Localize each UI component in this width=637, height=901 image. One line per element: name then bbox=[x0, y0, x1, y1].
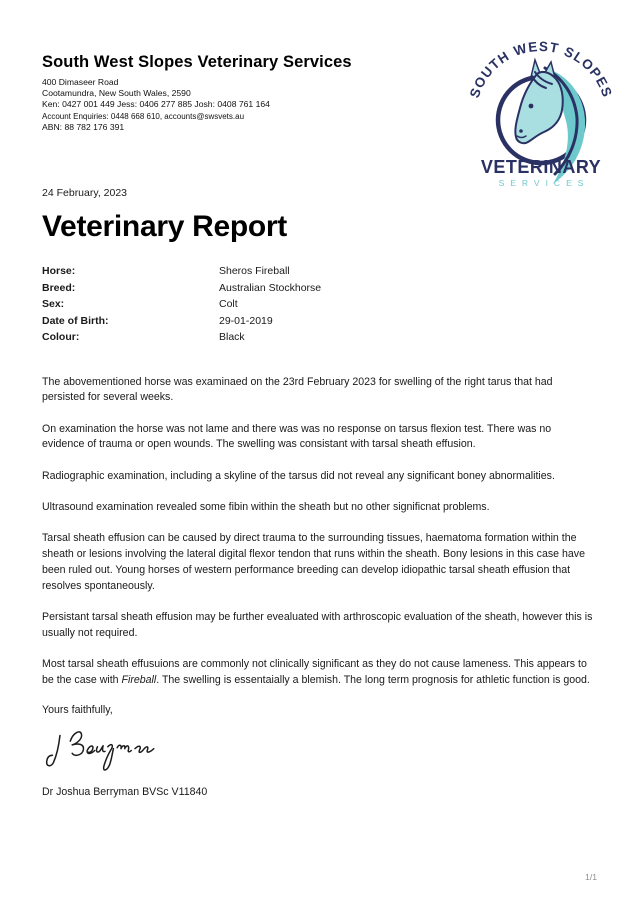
horse-eye bbox=[529, 104, 534, 109]
company-logo bbox=[465, 20, 617, 192]
detail-label: Horse: bbox=[42, 265, 76, 278]
phone-line: Ken: 0427 001 449 Jess: 0406 277 885 Josh: 0408 761 164 bbox=[42, 99, 270, 110]
detail-value: 29-01-2019 bbox=[219, 314, 273, 327]
report-body bbox=[42, 375, 595, 799]
detail-row-sex bbox=[42, 296, 595, 313]
closing-salutation: Yours faithfully, bbox=[42, 704, 113, 717]
report-date: 24 February, 2023 bbox=[42, 187, 128, 200]
prognosis-text-after: . The swelling is essentaially a blemish. The long term prognosis for athletic function is good. bbox=[156, 673, 590, 686]
logo-word-veterinary: VETERINARY bbox=[480, 157, 602, 177]
detail-row-horse bbox=[42, 263, 595, 280]
signature-image bbox=[44, 726, 166, 775]
paragraph-examination-date: The abovementioned horse was examinaed on the 23rd February 2023 for swelling of the right tarus that had persisted for several weeks. bbox=[42, 375, 553, 404]
detail-label: Sex: bbox=[42, 298, 65, 311]
detail-value: Australian Stockhorse bbox=[219, 281, 322, 294]
horse-nostril bbox=[519, 129, 523, 133]
page-title: Veterinary Report bbox=[42, 210, 287, 244]
detail-value: Colt bbox=[219, 298, 238, 311]
horse-details bbox=[42, 263, 595, 346]
signature-block bbox=[44, 726, 595, 780]
signatory-name: Dr Joshua Berryman BVSc V11840 bbox=[42, 786, 208, 799]
page-indicator: 1/1 bbox=[585, 872, 597, 882]
address-line-street: 400 Dimaseer Road bbox=[42, 77, 119, 87]
paragraph-ultrasound: Ultrasound examination revealed some fibin within the sheath but no other significnat problems. bbox=[42, 501, 490, 513]
abn-line: ABN: 88 782 176 391 bbox=[42, 121, 125, 132]
detail-value: Black bbox=[219, 331, 245, 344]
detail-value: Sheros Fireball bbox=[219, 265, 290, 278]
detail-row-breed bbox=[42, 280, 595, 297]
detail-label: Breed: bbox=[42, 281, 76, 294]
paragraph-causes: Tarsal sheath effusion can be caused by direct trauma to the surrounding tissues, haematoma formation within the sheath or lesions involving the lateral digital flexor tendon that runs within the sheath. Bony lesions in this case have been ruled out. Young horses of western performance breeding can develop idiopathic tarsal sheath effusion that resolves spontaneously. bbox=[42, 532, 585, 592]
prognosis-text-before: Most tarsal sheath effusuions are commonly not clinically significant as they do not cause lameness. This appears to be the case with bbox=[42, 658, 587, 686]
horse-name-italic: Fireball bbox=[121, 673, 157, 686]
logo-arc-text: SOUTH WEST SLOPES bbox=[466, 38, 616, 100]
paragraph-prognosis bbox=[42, 657, 595, 689]
horse-logo-icon bbox=[465, 20, 617, 192]
address-line-city: Cootamundra, New South Wales, 2590 bbox=[42, 88, 191, 99]
logo-word-services: SERVICES bbox=[498, 178, 590, 188]
detail-row-dob bbox=[42, 313, 595, 330]
paragraph-examination-findings: On examination the horse was not lame and there was was no response on tarsus flexion test. There was no evidence of trauma or open wounds. The swelling was consistant with tarsal sheath effusion. bbox=[42, 422, 552, 451]
paragraph-radiographic: Radiographic examination, including a skyline of the tarsus did not reveal any significant boney abnormalities. bbox=[42, 469, 555, 482]
account-enquiries-line: Account Enquiries: 0448 668 610, accounts@swsvets.au bbox=[42, 111, 245, 121]
company-name: South West Slopes Veterinary Services bbox=[42, 53, 352, 71]
detail-row-colour bbox=[42, 329, 595, 346]
detail-label: Colour: bbox=[42, 331, 80, 344]
paragraph-persistent: Persistant tarsal sheath effusion may be further evealuated with arthroscopic evaluation of the sheath, however this is usually not required. bbox=[42, 610, 593, 639]
detail-label: Date of Birth: bbox=[42, 314, 109, 327]
letterhead bbox=[42, 38, 616, 188]
